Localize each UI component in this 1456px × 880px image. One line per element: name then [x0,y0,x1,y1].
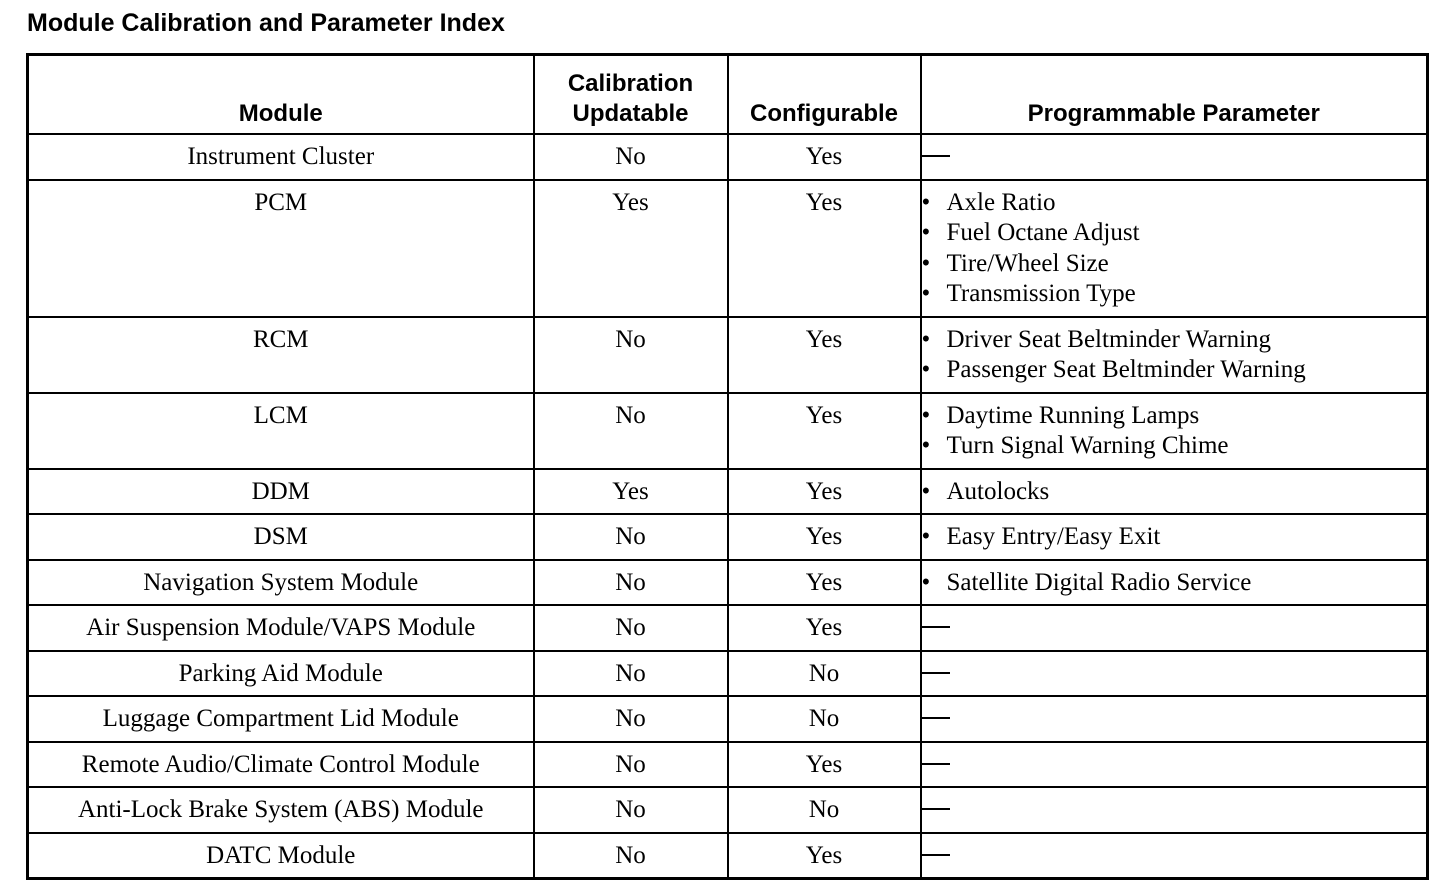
programmable-parameter-cell [921,560,1428,606]
calibration-updatable-cell: No [534,742,728,788]
header-calibration-line2: Updatable [572,100,689,127]
no-parameter-dash [922,808,950,810]
module-cell: Instrument Cluster [28,134,534,180]
bullet-icon: • [921,280,931,307]
configurable-cell: Yes [728,560,921,606]
parameter-item [922,522,1427,553]
module-cell: Air Suspension Module/VAPS Module [28,605,534,651]
configurable-cell: Yes [728,180,921,317]
table-row [28,180,1428,317]
module-cell: LCM [28,393,534,469]
module-cell: Luggage Compartment Lid Module [28,696,534,742]
parameter-list [922,568,1427,599]
table-row [28,787,1428,833]
parameter-text: Daytime Running Lamps [946,401,1200,429]
parameter-item [922,477,1427,508]
header-module [28,55,534,135]
module-cell: DDM [28,469,534,515]
configurable-cell: Yes [728,514,921,560]
parameter-item [922,355,1427,386]
module-cell: Parking Aid Module [28,651,534,697]
bullet-icon: • [921,568,931,596]
parameter-list [922,522,1427,553]
parameter-item [922,249,1427,280]
configurable-cell: Yes [728,833,921,879]
configurable-cell: No [728,696,921,742]
table-row [28,469,1428,515]
parameter-text: Passenger Seat Beltminder Warning [946,356,1306,383]
table-row [28,651,1428,697]
calibration-updatable-cell: No [534,514,728,560]
programmable-parameter-cell [921,787,1428,833]
table-row [28,317,1428,393]
bullet-icon: • [921,432,931,459]
parameter-text: Easy Entry/Easy Exit [946,523,1161,550]
parameter-item [922,218,1427,249]
programmable-parameter-cell [921,605,1428,651]
module-cell: DSM [28,514,534,560]
calibration-updatable-cell: No [534,651,728,697]
table-row [28,514,1428,560]
table-row [28,134,1428,180]
configurable-cell: No [728,787,921,833]
table-body [28,134,1428,879]
programmable-parameter-cell [921,393,1428,469]
configurable-cell: Yes [728,393,921,469]
parameter-list [922,325,1427,386]
bullet-icon: • [921,249,931,277]
programmable-parameter-cell [921,514,1428,560]
table-row [28,696,1428,742]
calibration-updatable-cell: No [534,605,728,651]
header-configurable [728,55,921,135]
module-cell: RCM [28,317,534,393]
programmable-parameter-cell [921,469,1428,515]
configurable-cell: Yes [728,742,921,788]
calibration-updatable-cell: No [534,787,728,833]
no-parameter-dash [922,854,950,856]
bullet-icon: • [921,401,931,429]
calibration-updatable-cell: Yes [534,180,728,317]
calibration-updatable-cell: No [534,560,728,606]
configurable-cell: No [728,651,921,697]
module-cell: DATC Module [28,833,534,879]
header-calibration-line1: Calibration [567,70,694,97]
no-parameter-dash [922,672,950,674]
calibration-updatable-cell: No [534,833,728,879]
header-calibration-updatable [534,55,728,135]
parameter-text: Axle Ratio [946,188,1056,216]
table-row [28,742,1428,788]
table-row [28,605,1428,651]
no-parameter-dash [922,155,950,157]
configurable-cell: Yes [728,469,921,515]
module-cell: Anti-Lock Brake System (ABS) Module [28,787,534,833]
programmable-parameter-cell [921,651,1428,697]
no-parameter-dash [922,626,950,628]
table-header [28,55,1428,135]
module-cell: Remote Audio/Climate Control Module [28,742,534,788]
bullet-icon: • [921,325,931,353]
parameter-item [922,279,1427,310]
table-row [28,833,1428,879]
configurable-cell: Yes [728,605,921,651]
parameter-text: Turn Signal Warning Chime [946,432,1229,459]
parameter-item [922,325,1427,356]
parameter-list [922,188,1427,310]
parameter-text: Driver Seat Beltminder Warning [946,325,1272,353]
calibration-updatable-cell: Yes [534,469,728,515]
configurable-cell: Yes [728,134,921,180]
calibration-updatable-cell: No [534,696,728,742]
no-parameter-dash [922,717,950,719]
programmable-parameter-cell [921,317,1428,393]
no-parameter-dash [922,763,950,765]
parameter-text: Satellite Digital Radio Service [946,568,1252,596]
page-title: Module Calibration and Parameter Index [27,9,505,37]
header-configurable-label: Configurable [750,100,898,127]
table-row [28,560,1428,606]
calibration-updatable-cell: No [534,317,728,393]
parameter-text: Tire/Wheel Size [946,249,1109,277]
calibration-updatable-cell: No [534,393,728,469]
header-parameter-label: Programmable Parameter [1027,100,1320,127]
configurable-cell: Yes [728,317,921,393]
bullet-icon: • [921,219,931,246]
parameter-item [922,431,1427,462]
header-programmable-parameter [921,55,1428,135]
parameter-item [922,401,1427,432]
bullet-icon: • [921,356,931,383]
parameter-item [922,188,1427,219]
calibration-updatable-cell: No [534,134,728,180]
header-module-label: Module [238,100,323,127]
bullet-icon: • [921,523,931,550]
module-cell: Navigation System Module [28,560,534,606]
parameter-item [922,568,1427,599]
parameter-list [922,401,1427,462]
table-row [28,393,1428,469]
module-parameter-table [26,53,1429,880]
parameter-text: Transmission Type [946,280,1136,307]
parameter-text: Fuel Octane Adjust [946,219,1140,246]
programmable-parameter-cell [921,180,1428,317]
programmable-parameter-cell [921,742,1428,788]
programmable-parameter-cell [921,696,1428,742]
bullet-icon: • [921,188,931,216]
module-cell: PCM [28,180,534,317]
header-row [28,55,1428,135]
programmable-parameter-cell [921,134,1428,180]
parameter-text: Autolocks [946,477,1050,505]
parameter-list [922,477,1427,508]
programmable-parameter-cell [921,833,1428,879]
bullet-icon: • [921,477,931,505]
